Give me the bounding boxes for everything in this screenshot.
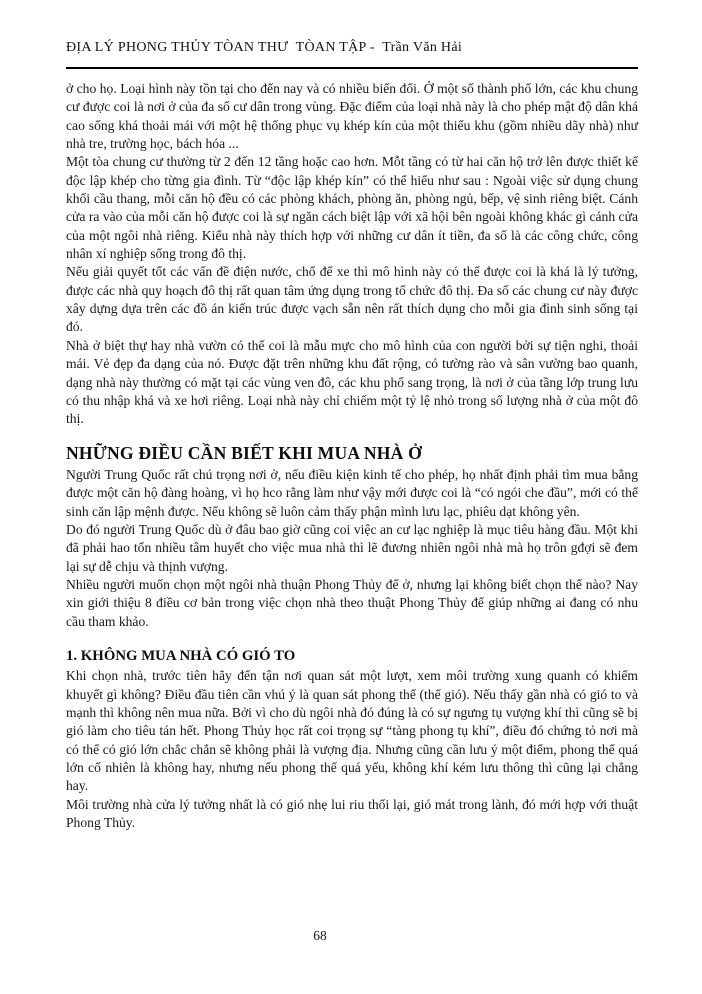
paragraph: Khi chọn nhà, trước tiên hãy đến tận nơi quan sát một lượt, xem môi trường xung quanh có khiếm khuyết gì không? Điều đầu tiên cần vhú ý là quan sát phong thế (thế gió). Nếu thấy gần nhà có gió to và mạnh thì không nên mua nữa. Bởi vì cho dù ngôi nhà đó đúng là có sự ngưng tụ vượng khí thì cũng sẽ bị gió làm cho tiêu tán hết. Phong Thủy học rất coi trọng sự “tàng phong tụ khí”, điều đó chứng tỏ nơi mà có thể có gió lớn chắc chắn sẽ không phải là vượng địa. Nhưng cũng cần lưu ý một điểm, phong thế quá lớn cố nhiên là không hay, nhưng nếu phong thế quá yếu, không khí kém lưu thông thì cũng lại chẳng hay.: [66, 668, 638, 794]
document-page: [66, 40, 638, 832]
paragraph: Nhà ở biệt thự hay nhà vườn có thể coi là mẫu mực cho mô hình của con người bởi sự tiện nghi, thoải mái. Vẻ đẹp đa dạng của nó. Được đặt trên những khu đất rộng, có tường rào và sân vường bao quanh, dạng nhà này thường có mặt tại các vùng ven đô, các khu phố sang trọng, là nơi ở của tầng lớp trung lưu có thu nhập khá và xe hơi riêng. Loại nhà này chỉ chiếm một tỷ lệ nhỏ trong số lượng nhà ở của một đô thị.: [66, 337, 638, 427]
paragraph: ở cho họ. Loại hình này tồn tại cho đến nay và có nhiều biến đổi. Ở một số thành phố lớn, các khu chung cư được coi là nơi ở của đa số cư dân trong vùng. Đặc điểm của loại nhà này là cho phép mật độ dân khá cao sống khá thoải mái với một hệ thống phục vụ khép kín của một thiểu khu (gồm nhiều dãy nhà) như nhà tre, trường học, bách hóa ...: [66, 81, 638, 152]
paragraph: Môi trường nhà cửa lý tưởng nhất là có gió nhẹ lui riu thổi lại, gió mát trong lành, đó mới hợp với thuật Phong Thủy.: [66, 796, 638, 831]
paragraph: Nếu giải quyết tốt các vấn đề điện nước, chổ để xe thì mô hình này có thể được coi là khá là lý tưởng, được các nhà quy hoạch đô thị rất quan tâm ứng dụng trong tổ chức đô thị. Đa số các chung cư này được xây dựng dựa trên các đồ án kiến trúc được vạch sẵn nên rất thích dụng cho mỗi gia đình sinh sống tại đó.: [66, 264, 638, 335]
subsection-heading: 1. KHÔNG MUA NHÀ CÓ GIÓ TO: [66, 647, 296, 664]
section-heading: NHỮNG ĐIỀU CẦN BIẾT KHI MUA NHÀ Ở: [66, 442, 423, 463]
paragraph: Nhiều người muốn chọn một ngôi nhà thuận Phong Thủy để ở, nhưng lại không biết chọn thế nào? Nay xin giới thiệu 8 điều cơ bản trong việc chọn nhà theo thuật Phong Thủy để giúp những ai đang có nhu cầu tham khảo.: [66, 576, 638, 629]
page-number: 68: [313, 928, 327, 943]
page-footer: [0, 928, 640, 944]
header-rule: [66, 67, 638, 69]
content: [66, 80, 638, 832]
header-title: ĐỊA LÝ PHONG THỦY TÒAN THƯ TÒAN TẬP - Trần Văn Hải: [66, 40, 463, 55]
paragraph: Một tòa chung cư thường từ 2 đến 12 tầng hoặc cao hơn. Mỗt tầng có từ hai căn hộ trở lên được thiết kế độc lập khép cho từng gia đình. Từ “độc lập khép kín” có thể hiểu như sau : Ngoài việc sử dụng chung khối cầu thang, mỗi căn hộ đều có các phòng khách, phòng ăn, phòng ngủ, bếp, vệ sinh riêng biệt. Cánh cửa ra vào của mỗi căn hộ được coi là sự ngăn cách biệt lập với xã hội bên ngoài không khác gì cánh cửa của một ngôi nhà riêng. Kiểu nhà này thích hợp với những cư dân ít tiền, đa số là các công chức, công nhân xí nghiệp sống trong đô thị.: [66, 154, 638, 262]
paragraph: Người Trung Quốc rất chú trọng nơi ở, nếu điều kiện kinh tế cho phép, họ nhất định phải tìm mua bằng được một căn hộ đàng hoàng, vì họ hco rằng làm như vậy mới được coi là “có ngói che đầu”, mới có thể sinh căn lập mệnh được. Nếu không sẽ luôn cảm thấy phận mình lưu lạc, phiêu dạt không yên.: [66, 466, 638, 519]
paragraph: Do đó người Trung Quốc dù ở đâu bao giờ cũng coi việc an cư lạc nghiệp là mục tiêu hàng đầu. Một khi đã phải hao tổn nhiều tâm huyết cho việc mua nhà thì lẽ đương nhiên ngôi nhà mà họ trôn gđợi sẽ đem lại sự dễ chịu và thịnh vượng.: [66, 521, 638, 574]
page-header: [66, 40, 638, 69]
